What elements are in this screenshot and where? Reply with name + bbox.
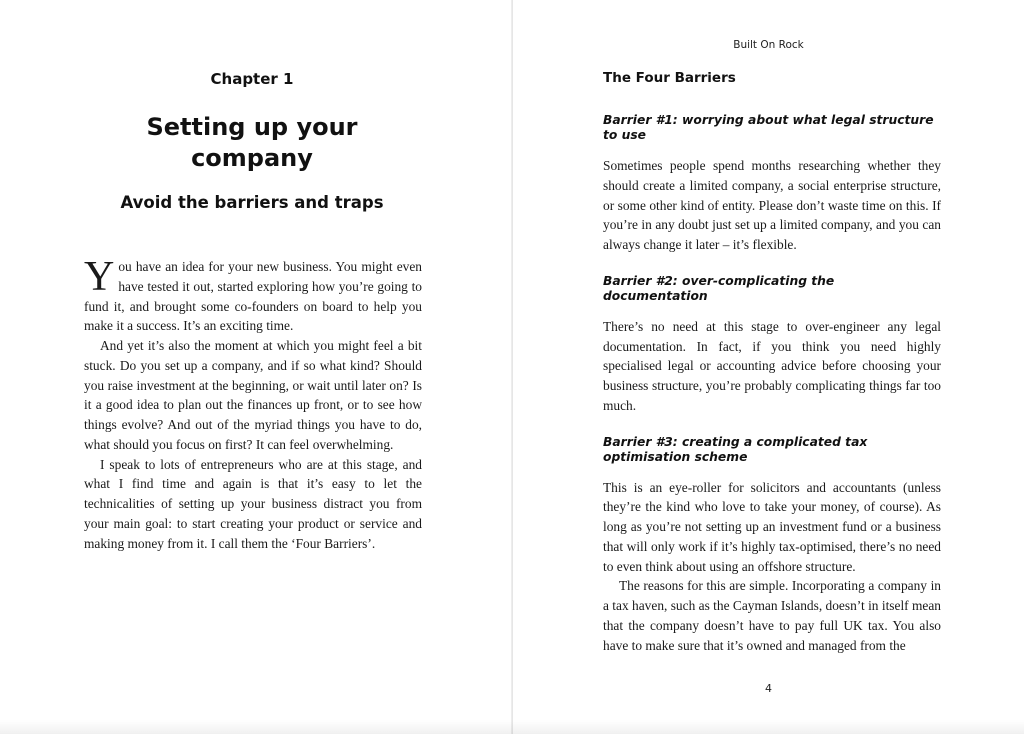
barrier-block-3 <box>603 435 941 656</box>
bottom-shadow <box>0 720 1024 734</box>
barrier-block-2 <box>603 274 941 416</box>
right-page[interactable] <box>513 0 1024 734</box>
barrier-heading: Barrier #2: over-complicating the documentation <box>603 273 835 303</box>
barrier-paragraph: The reasons for this are simple. Incorporating a company in a tax haven, such as the Cayman Islands, doesn’t in itself mean that the company doesn’t have to pay full UK tax. You also have to make sure that it’s owned and managed from the <box>603 578 941 653</box>
barrier-paragraph: There’s no need at this stage to over-engineer any legal documentation. In fact, if you think you need highly specialised legal or accounting advice before choosing your business structure, you’re probably complicating things far too much. <box>603 318 941 413</box>
chapter-title-line-1: Setting up your <box>146 113 358 141</box>
chapter-title <box>82 112 422 174</box>
chapter-label: Chapter 1 <box>210 70 294 88</box>
drop-cap: Y <box>84 254 115 300</box>
chapter-subtitle: Avoid the barriers and traps <box>120 193 384 212</box>
barriers-section <box>603 113 941 674</box>
chapter-title-line-2: company <box>191 144 313 172</box>
chapter-body <box>84 254 422 553</box>
barrier-paragraph: Sometimes people spend months researching whether they should create a limited company, a social enterprise structure, or some other kind of entity. Please don’t waste time on this. If you’re in any doubt just set up a limited company, and you can always change it later – it’s flexible. <box>603 158 941 252</box>
barrier-block-1 <box>603 113 941 255</box>
barrier-heading: Barrier #3: creating a complicated tax optimisation scheme <box>603 434 868 464</box>
body-paragraph: And yet it’s also the moment at which you might feel a bit stuck. Do you set up a company, and if so what kind? Should you raise investment at the beginning, or wait until later on? Is it a good idea to plan out the finances up front, or to see how things evolve? And out of the myriad things you have to do, what should you focus on first? It can feel overwhelming. <box>84 338 422 452</box>
barrier-heading: Barrier #1: worrying about what legal structure to use <box>603 113 934 142</box>
running-head: Built On Rock <box>733 39 804 51</box>
body-paragraph: I speak to lots of entrepreneurs who are at this stage, and what I find time and again is that it’s easy to let the technicalities of setting up your business distract you from your main goal: to start creating your product or service and making money from it. I call them the ‘Four Barriers’. <box>84 456 422 551</box>
section-title: The Four Barriers <box>603 70 736 86</box>
body-paragraph <box>84 254 422 336</box>
barrier-paragraph: This is an eye-roller for solicitors and accountants (unless they’re the kind who love to take your money, of course). As long as you’re not setting up an investment fund or a business that will only work if it’s highly tax-optimised, there’s no need to even think about using an offshore structure. <box>603 479 941 574</box>
page-number: 4 <box>765 682 772 695</box>
paragraph-text: ou have an idea for your new business. You might even have tested it out, started exploring how you’re going to fund it, and brought some co-founders on board to help you make it a success. It’s an exciting time. <box>84 259 422 334</box>
